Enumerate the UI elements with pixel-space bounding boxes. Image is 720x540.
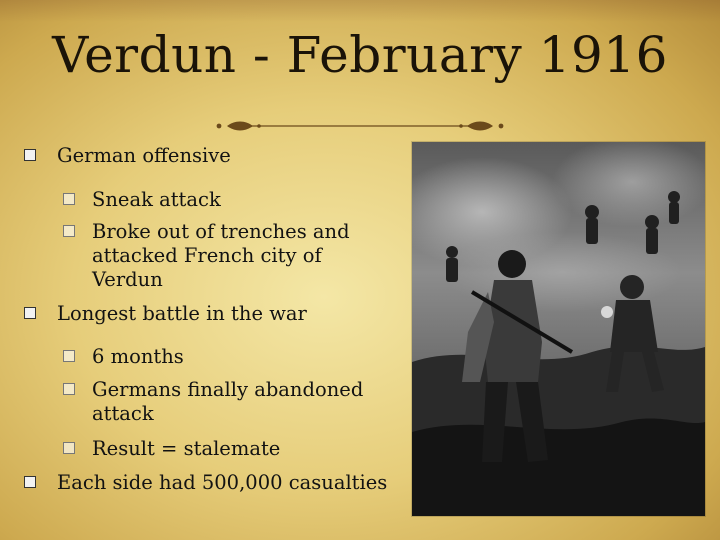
square-bullet-icon [24,476,36,488]
list-item: Longest battle in the war [57,302,307,325]
list-item: attack [92,402,154,425]
list-item: Result = stalemate [92,437,281,460]
square-bullet-icon [63,350,75,362]
battle-photograph [412,142,705,516]
square-bullet-icon [63,193,75,205]
list-item: attacked French city of [92,244,322,267]
square-bullet-icon [24,149,36,161]
square-bullet-icon [63,383,75,395]
list-item: Broke out of trenches and [92,220,350,243]
list-item: Germans finally abandoned [92,378,364,401]
list-item: Each side had 500,000 casualties [57,471,388,494]
slide-title: Verdun - February 1916 [52,26,668,84]
square-bullet-icon [24,307,36,319]
square-bullet-icon [63,442,75,454]
list-item: 6 months [92,345,184,368]
list-item: Verdun [92,268,163,291]
square-bullet-icon [63,225,75,237]
list-item: German offensive [57,144,231,167]
list-item: Sneak attack [92,188,221,211]
